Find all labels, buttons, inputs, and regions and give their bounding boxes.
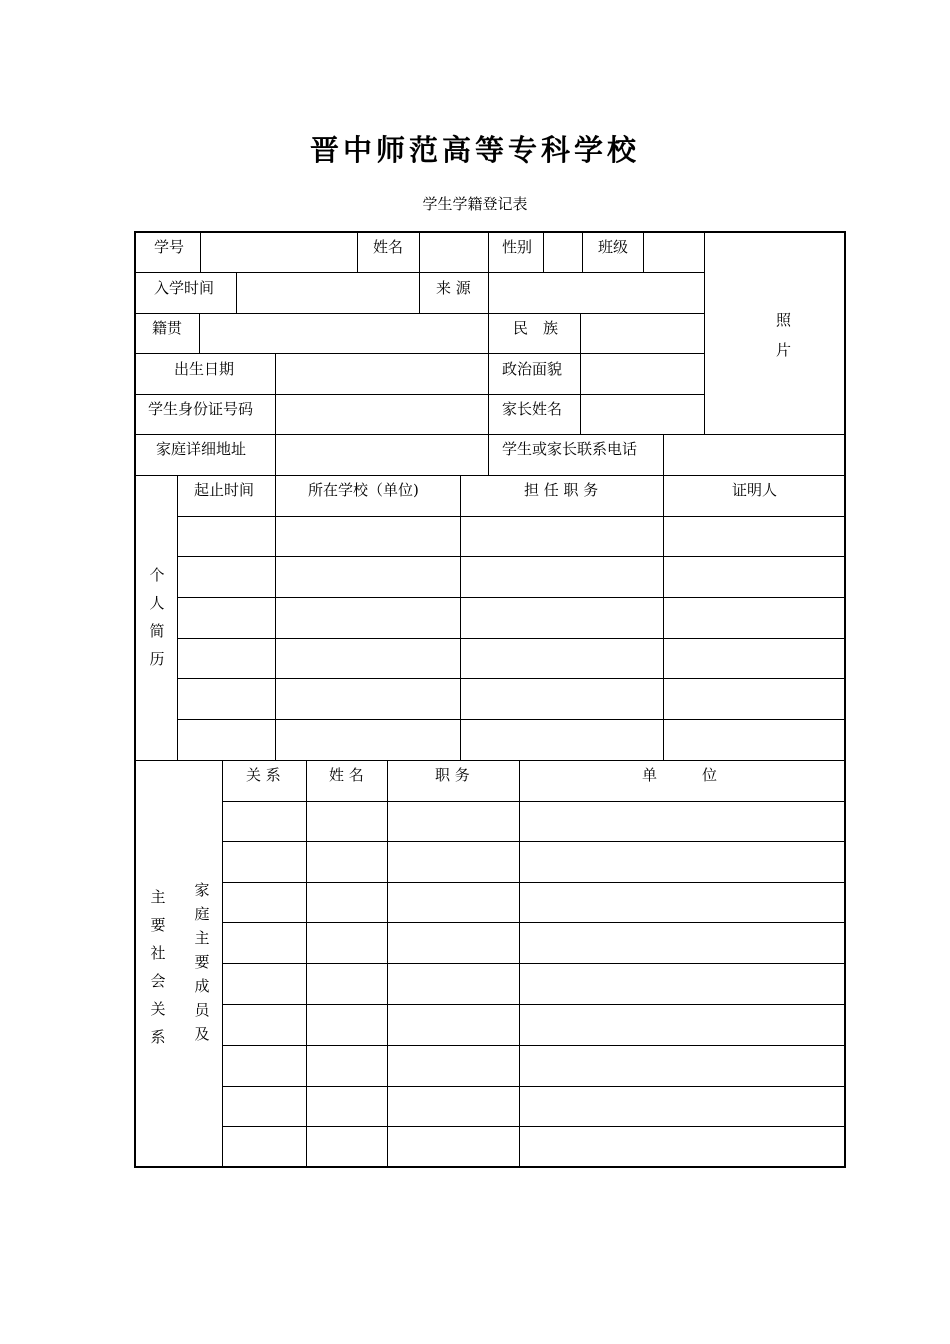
id-number-field[interactable] [276, 395, 488, 434]
student-id-label: 学号 [154, 238, 185, 256]
class-field[interactable] [644, 233, 704, 272]
birth-date-label: 出生日期 [174, 360, 235, 378]
relations-row-1-name[interactable] [307, 802, 387, 841]
class-label: 班级 [598, 238, 629, 256]
resume-row-1-witness[interactable] [664, 517, 844, 556]
resume-header-witness: 证明人 [732, 481, 778, 499]
relations-row-1-position[interactable] [388, 802, 519, 841]
parent-name-label: 家长姓名 [502, 400, 563, 418]
resume-row-1-school[interactable] [276, 517, 460, 556]
birth-date-field[interactable] [276, 354, 488, 394]
name-field[interactable] [420, 233, 488, 272]
home-address-label: 家庭详细地址 [156, 440, 247, 458]
page-title: 晋中师范高等专科学校 [309, 133, 640, 167]
phone-field[interactable] [664, 435, 844, 475]
photo-box[interactable] [705, 233, 844, 434]
family-members-label: 家庭主要成员及 [194, 881, 210, 1043]
gender-field[interactable] [544, 233, 582, 272]
relations-row-1-employer[interactable] [520, 802, 844, 841]
native-place-label: 籍贯 [152, 319, 183, 337]
relations-row-1-relation[interactable] [223, 802, 306, 841]
resume-header-school: 所在学校（单位) [308, 481, 419, 499]
relations-header-relation: 关 系 [246, 766, 281, 784]
page-subtitle: 学生学籍登记表 [422, 195, 528, 213]
id-number-label: 学生身份证号码 [148, 400, 254, 418]
relations-header-position: 职 务 [435, 766, 470, 784]
student-id-field[interactable] [201, 233, 357, 272]
gender-label: 性别 [502, 238, 533, 256]
source-field[interactable] [489, 273, 704, 313]
name-label: 姓名 [373, 238, 404, 256]
native-place-field[interactable] [200, 314, 488, 353]
resume-section-label: 个人简历 [149, 566, 165, 668]
relations-section-label: 主要社会关系 [150, 888, 166, 1046]
ethnicity-label: 民 族 [513, 319, 559, 337]
resume-header-period: 起止时间 [194, 481, 255, 499]
political-status-field[interactable] [581, 354, 704, 394]
resume-row-1-period[interactable] [178, 517, 275, 556]
relations-header-name: 姓 名 [329, 766, 364, 784]
enroll-time-field[interactable] [237, 273, 419, 313]
enroll-time-label: 入学时间 [154, 279, 215, 297]
photo-label-2: 片 [776, 341, 792, 359]
parent-name-field[interactable] [581, 395, 704, 434]
home-address-field[interactable] [276, 435, 488, 475]
relations-header-employer: 单 位 [642, 766, 718, 784]
phone-label: 学生或家长联系电话 [502, 440, 638, 458]
source-label: 来 源 [436, 279, 471, 297]
resume-row-1-position[interactable] [461, 517, 663, 556]
ethnicity-field[interactable] [581, 314, 704, 353]
political-status-label: 政治面貌 [502, 360, 563, 378]
photo-label-1: 照 [776, 311, 792, 329]
resume-header-position: 担 任 职 务 [524, 481, 599, 499]
registration-form [134, 231, 846, 1168]
